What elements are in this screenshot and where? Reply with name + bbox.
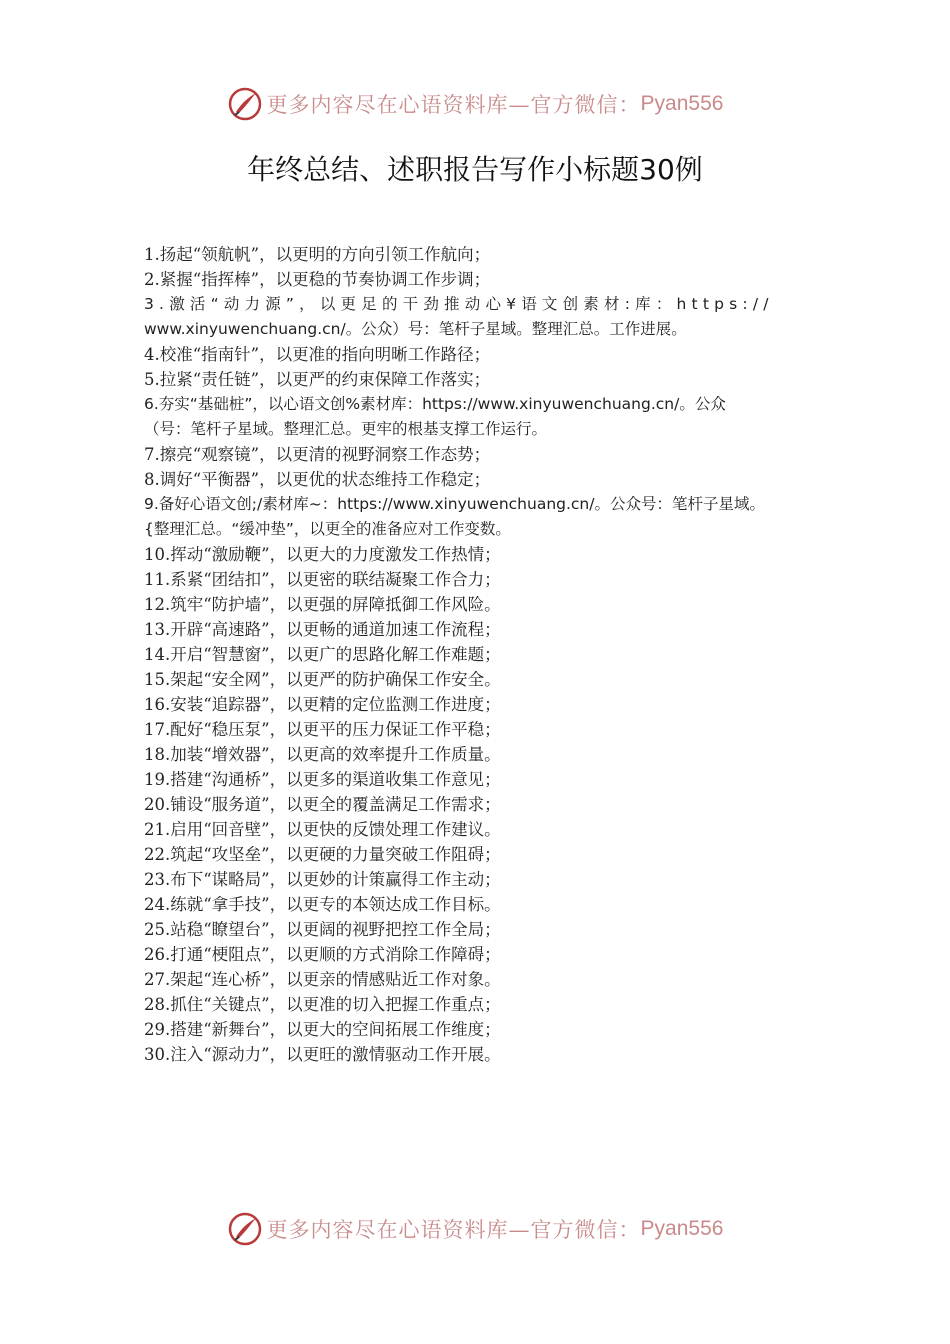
banner-text: 更多内容尽在心语资料库—官方微信： [266, 1218, 641, 1242]
list-item: 24.练就“拿手技”，以更专的本领达成工作目标。 [144, 895, 501, 914]
list-item: 1.扬起“领航帆”，以更明的方向引领工作航向； [144, 245, 491, 264]
list-item: 30.注入“源动力”，以更旺的激情驱动工作开展。 [144, 1045, 501, 1064]
list-item: 6.夯实“基础桩”，以心语文创%素材库：https://www.xinyuwenchuang.cn/。公众 [144, 395, 726, 413]
list-item: www.xinyuwenchuang.cn/。公众）号：笔杆子星域。整理汇总。工作进展。 [144, 320, 687, 338]
list-item: 22.筑起“攻坚垒”，以更硬的力量突破工作阻碍； [144, 845, 501, 864]
list-item: 5.拉紧“责任链”，以更严的约束保障工作落实； [144, 370, 491, 389]
list-item: 12.筑牢“防护墙”，以更强的屏障抵御工作风险。 [144, 595, 501, 614]
list-item: 14.开启“智慧窗”，以更广的思路化解工作难题； [144, 645, 501, 664]
banner-wechat-id: Pyan556 [640, 1217, 724, 1240]
footer-watermark-banner [0, 1207, 950, 1251]
list-item: 8.调好“平衡器”，以更优的状态维持工作稳定； [144, 470, 491, 489]
list-item: 7.擦亮“观察镜”，以更清的视野洞察工作态势； [144, 445, 491, 464]
list-item: 15.架起“安全网”，以更严的防护确保工作安全。 [144, 670, 501, 689]
header-watermark-banner [0, 82, 950, 126]
title-list [144, 242, 824, 1067]
list-item: 19.搭建“沟通桥”，以更多的渠道收集工作意见； [144, 770, 501, 789]
list-item: 21.启用“回音壁”，以更快的反馈处理工作建议。 [144, 820, 501, 839]
list-item: 26.打通“梗阻点”，以更顺的方式消除工作障碍； [144, 945, 501, 964]
list-item: 13.开辟“高速路”，以更畅的通道加速工作流程； [144, 620, 501, 639]
list-item: 10.挥动“激励鞭”，以更大的力度激发工作热情； [144, 545, 501, 564]
pen-logo-icon [227, 86, 263, 122]
list-item: 9.备好心语文创;/素材库~：https://www.xinyuwenchuang.cn/。公众号：笔杆子星域。 [144, 495, 765, 513]
list-item: （号：笔杆子星域。整理汇总。更牢的根基支撑工作运行。 [144, 420, 548, 438]
list-item: 4.校准“指南针”，以更准的指向明晰工作路径； [144, 345, 491, 364]
list-item: 28.抓住“关键点”，以更准的切入把握工作重点； [144, 995, 501, 1014]
list-item: 23.布下“谋略局”，以更妙的计策赢得工作主动； [144, 870, 501, 889]
list-item: 16.安装“追踪器”，以更精的定位监测工作进度； [144, 695, 501, 714]
list-item: 20.铺设“服务道”，以更全的覆盖满足工作需求； [144, 795, 501, 814]
list-item: 25.站稳“瞭望台”，以更阔的视野把控工作全局； [144, 920, 501, 939]
list-item: {整理汇总。“缓冲垫”，以更全的准备应对工作变数。 [144, 520, 511, 538]
page-title: 年终总结、述职报告写作小标题30例 [247, 153, 703, 186]
list-item: 27.架起“连心桥”，以更亲的情感贴近工作对象。 [144, 970, 501, 989]
list-item: 3.激活“动力源”，以更足的干劲推动心¥语文创素材:库：https:// [144, 295, 774, 313]
banner-wechat-id: Pyan556 [640, 92, 724, 115]
list-item: 18.加装“增效器”，以更高的效率提升工作质量。 [144, 745, 501, 764]
list-item: 2.紧握“指挥棒”，以更稳的节奏协调工作步调； [144, 270, 491, 289]
list-item: 17.配好“稳压泵”，以更平的压力保证工作平稳； [144, 720, 501, 739]
list-item: 11.系紧“团结扣”，以更密的联结凝聚工作合力； [144, 570, 501, 589]
pen-logo-icon [227, 1211, 263, 1247]
list-item: 29.搭建“新舞台”，以更大的空间拓展工作维度； [144, 1020, 501, 1039]
banner-text: 更多内容尽在心语资料库—官方微信： [266, 93, 641, 117]
